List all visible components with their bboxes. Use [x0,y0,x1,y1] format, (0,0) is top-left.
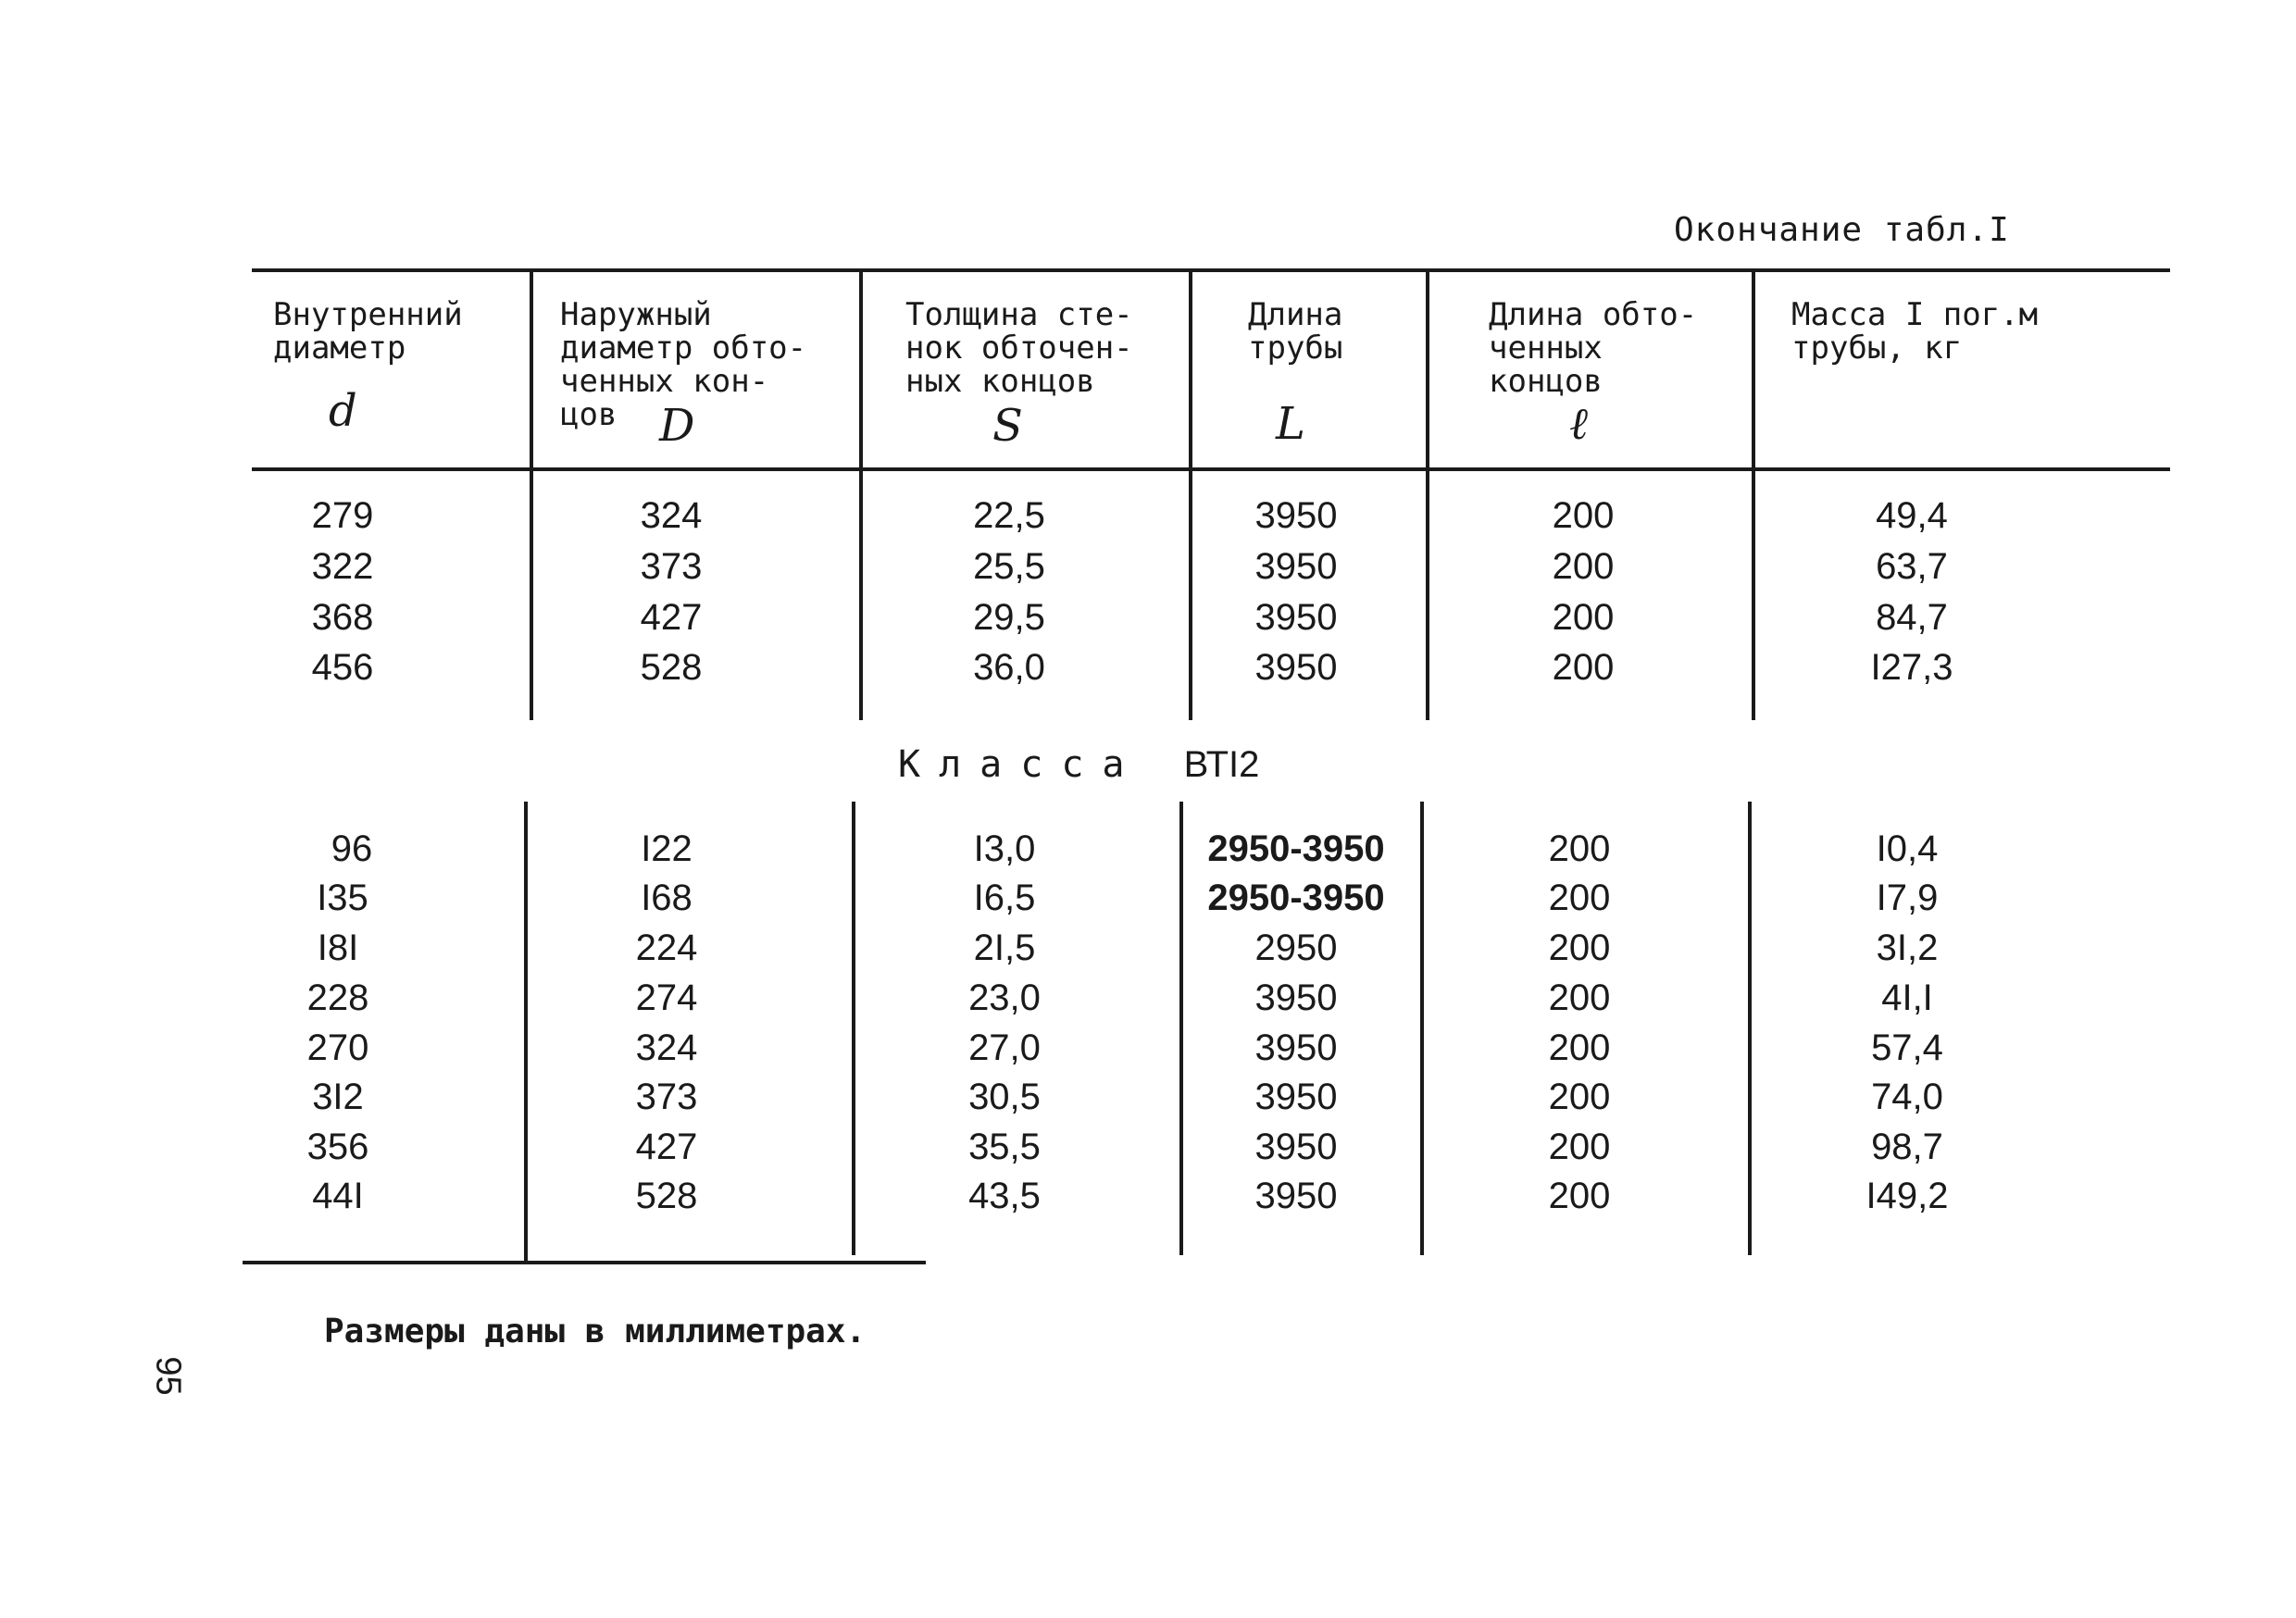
cell-mass: I49,2 [1866,1176,1949,1216]
cell-wall-thickness: 23,0 [968,977,1041,1018]
cell-turned-end-length: 200 [1548,828,1611,869]
section-label: Класса [898,743,1143,786]
table-top-rule [252,268,2170,272]
header-mass-per-meter: Масса I пог.м трубы, кг [1791,296,2039,367]
cell-outer-diameter: 528 [635,1176,698,1216]
cell-inner-diameter: 322 [311,546,374,587]
cell-pipe-length: 3950 [1254,1126,1338,1167]
column-divider [1752,268,1755,720]
table-bottom-rule [243,1261,926,1264]
cell-inner-diameter: 270 [306,1027,369,1068]
cell-inner-diameter: 96 [331,828,373,869]
cell-turned-end-length: 200 [1548,1126,1611,1167]
cell-outer-diameter: 373 [640,546,703,587]
column-divider [524,802,528,1263]
cell-mass: 4I,I [1881,977,1933,1018]
cell-pipe-length: 3950 [1254,597,1338,638]
cell-outer-diameter: 373 [635,1077,698,1117]
cell-turned-end-length: 200 [1548,877,1611,918]
cell-mass: 98,7 [1871,1126,1943,1167]
cell-wall-thickness: 36,0 [973,647,1045,688]
column-divider [1748,802,1752,1255]
cell-mass: I7,9 [1876,877,1939,918]
cell-inner-diameter: 356 [306,1126,369,1167]
table-caption: Окончание табл.I [1674,211,2010,249]
column-divider [1179,802,1183,1255]
section-heading [898,743,1259,786]
cell-turned-end-length: 200 [1548,927,1611,968]
cell-pipe-length: 2950-3950 [1207,828,1385,869]
cell-pipe-length: 3950 [1254,977,1338,1018]
cell-wall-thickness: I3,0 [973,828,1036,869]
header-outer-diameter: Наружный диаметр обто- ченных кон- цов [560,296,807,433]
cell-inner-diameter: 3I2 [312,1077,364,1117]
cell-outer-diameter: I22 [641,828,693,869]
header-symbol-l: ℓ [1569,398,1588,450]
cell-turned-end-length: 200 [1548,977,1611,1018]
header-pipe-length: Длина трубы [1248,296,1343,367]
cell-wall-thickness: I6,5 [973,877,1036,918]
page-number: 95 [148,1356,188,1396]
cell-turned-end-length: 200 [1552,495,1615,536]
cell-pipe-length: 3950 [1254,1176,1338,1216]
cell-inner-diameter: 44I [312,1176,364,1216]
cell-wall-thickness: 35,5 [968,1126,1041,1167]
cell-inner-diameter: 368 [311,597,374,638]
column-divider [1189,268,1192,720]
cell-outer-diameter: 427 [640,597,703,638]
cell-mass: I0,4 [1876,828,1939,869]
table-header-rule [252,467,2170,471]
cell-turned-end-length: 200 [1548,1176,1611,1216]
header-wall-thickness: Толщина сте- нок обточен- ных концов [905,296,1133,400]
column-divider [530,268,533,720]
header-inner-diameter: Внутренний диаметр [273,296,463,367]
cell-outer-diameter: 274 [635,977,698,1018]
cell-mass: 3I,2 [1876,927,1939,968]
column-divider [1426,268,1429,720]
cell-pipe-length: 3950 [1254,1027,1338,1068]
cell-turned-end-length: 200 [1548,1077,1611,1117]
cell-outer-diameter: 427 [635,1126,698,1167]
cell-mass: 84,7 [1876,597,1948,638]
cell-outer-diameter: 324 [635,1027,698,1068]
cell-inner-diameter: I35 [317,877,368,918]
cell-pipe-length: 3950 [1254,647,1338,688]
header-symbol-L: L [1276,398,1305,450]
cell-outer-diameter: 224 [635,927,698,968]
header-symbol-D: D [659,400,695,452]
cell-wall-thickness: 2I,5 [973,927,1036,968]
cell-outer-diameter: 324 [640,495,703,536]
header-symbol-d: d [329,385,357,437]
cell-outer-diameter: 528 [640,647,703,688]
cell-turned-end-length: 200 [1552,597,1615,638]
cell-pipe-length: 3950 [1254,546,1338,587]
cell-mass: 57,4 [1871,1027,1943,1068]
cell-turned-end-length: 200 [1552,546,1615,587]
cell-mass: I27,3 [1870,647,1953,688]
cell-turned-end-length: 200 [1548,1027,1611,1068]
header-turned-end-length: Длина обто- ченных концов [1489,296,1698,400]
header-symbol-S: S [992,400,1023,452]
cell-wall-thickness: 27,0 [968,1027,1041,1068]
cell-wall-thickness: 43,5 [968,1176,1041,1216]
cell-pipe-length: 2950-3950 [1207,877,1385,918]
cell-inner-diameter: I8I [317,927,359,968]
column-divider [859,268,863,720]
cell-turned-end-length: 200 [1552,647,1615,688]
cell-wall-thickness: 29,5 [973,597,1045,638]
cell-wall-thickness: 30,5 [968,1077,1041,1117]
dimensions-note: Размеры даны в миллиметрах. [324,1313,867,1350]
column-divider [852,802,855,1255]
cell-pipe-length: 2950 [1254,927,1338,968]
column-divider [1420,802,1424,1255]
cell-outer-diameter: I68 [641,877,693,918]
cell-inner-diameter: 228 [306,977,369,1018]
cell-pipe-length: 3950 [1254,495,1338,536]
cell-mass: 74,0 [1871,1077,1943,1117]
cell-mass: 49,4 [1876,495,1948,536]
cell-pipe-length: 3950 [1254,1077,1338,1117]
cell-wall-thickness: 22,5 [973,495,1045,536]
section-code: ВТI2 [1183,744,1260,785]
cell-wall-thickness: 25,5 [973,546,1045,587]
cell-mass: 63,7 [1876,546,1948,587]
cell-inner-diameter: 279 [311,495,374,536]
cell-inner-diameter: 456 [311,647,374,688]
